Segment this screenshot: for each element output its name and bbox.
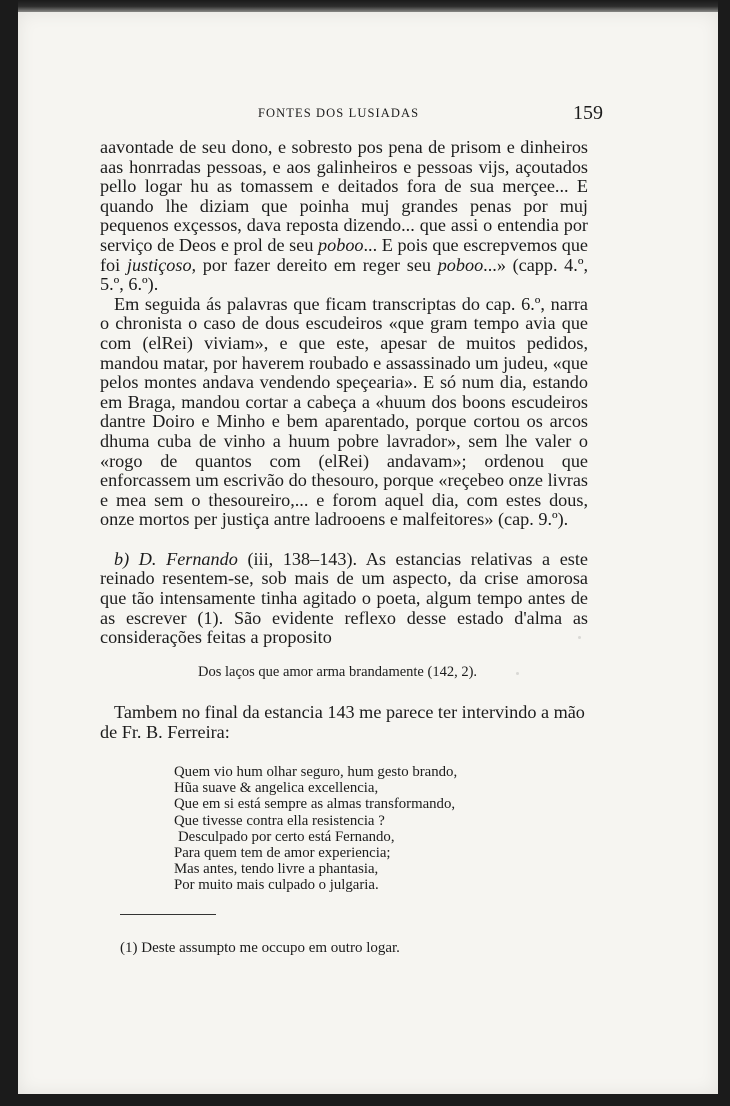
- stanza-line: Mas antes, tendo livre a phantasia,: [174, 861, 379, 878]
- paragraph-1-text-d: ...» (capp. 4.º, 5.º, 6.º).: [100, 254, 589, 295]
- italic-word: poboo: [318, 234, 364, 255]
- paragraph-3: [100, 550, 588, 648]
- italic-word: justiçoso,: [126, 254, 197, 275]
- paragraph-4: [100, 702, 588, 742]
- footnote-rule: [120, 914, 216, 915]
- book-page: [18, 12, 718, 1094]
- italic-word: poboo: [437, 254, 484, 275]
- stanza-line: Que tivesse contra ella resistencia ?: [174, 812, 385, 829]
- stanza-line: Por muito mais culpado o julgaria.: [174, 877, 379, 894]
- stanza: [174, 764, 457, 894]
- paragraph-2: Em seguida ás palavras que ficam transcriptas do cap. 6.º, narra o chronista o caso de dous escudeiros «que gram tempo avia que com (elRei) viviam», e que este, apesar de muitos pedidos, mandou matar, por haverem roubado e assassinado um judeu, «que pelos montes andava vendendo speçearia». E só num dia, estando em Braga, mandou cortar a cabeça a «huum dos boons escudeiros dantre Doiro e Minho e bem aparentado, porque cortou os arcos dhuma cuba de vinho a huum pobre lavrador», sem lhe valer o «rogo de quantos com (elRei) andavam»; ordenou que enforcassem um escrivão do thesouro, porque «reçebeo onze livras e mea sem o thesoureiro,... e forom aquel dia, com estes dous, onze mortos per justiça antre ladrooens e malfeitores» (cap. 9.º).: [100, 293, 588, 530]
- paragraph-4-text: Tambem no final da estancia 143 me parece ter intervindo a mão de Fr. B. Ferreira:: [100, 702, 585, 742]
- scan-speck: [578, 636, 581, 639]
- section-label: b): [114, 548, 130, 569]
- paragraph-1-text-b: ... E pois que escrepvemos que foi: [100, 234, 588, 275]
- paragraph-1: [100, 138, 588, 295]
- scan-speck: [128, 302, 132, 306]
- section-name: D. Fernando: [138, 548, 238, 569]
- scan-speck: [516, 672, 519, 675]
- stanza-line: Que em si está sempre as almas transformando,: [174, 796, 456, 813]
- page-number: 159: [573, 102, 603, 124]
- stanza-line: Hũa suave & angelica excellencia,: [174, 780, 379, 797]
- verse-quote: Dos laços que amor arma brandamente (142, 2).: [198, 664, 478, 680]
- paragraph-1-text: aavontade de seu dono, e sobresto pos pena de prisom e dinheiros aas honrradas pessoas, e aos galinheiros e pessoas vijs, açoutados pello logar hu as tomassem e deitados fora de sua merçee... E quando lhe diziam que poinha muj grandes penas por muj pequenos exçessos, dava reposta dizendo... que assi o entendia por serviço de Deos e prol de seu: [100, 137, 588, 255]
- main-text: [100, 138, 588, 648]
- paragraph-3-text: (iii, 138–143). As estancias relativas a este reinado resentem-se, sob mais de um aspecto, da crise amorosa que tão intensamente tinha agitado o poeta, algum tempo antes de as escrever (1). São evidente reflexo desse estado d'alma as considerações feitas a proposito: [100, 548, 588, 648]
- paragraph-1-text-c: por fazer dereito em reger seu: [202, 254, 432, 275]
- stanza-line: Para quem tem de amor experiencia;: [174, 845, 391, 862]
- running-title: FONTES DOS LUSIADAS: [258, 106, 420, 120]
- footnote: (1) Deste assumpto me occupo em outro logar.: [120, 940, 400, 956]
- stanza-line: Desculpado por certo está Fernando,: [178, 828, 395, 845]
- stanza-line: Quem vio hum olhar seguro, hum gesto brando,: [174, 764, 458, 780]
